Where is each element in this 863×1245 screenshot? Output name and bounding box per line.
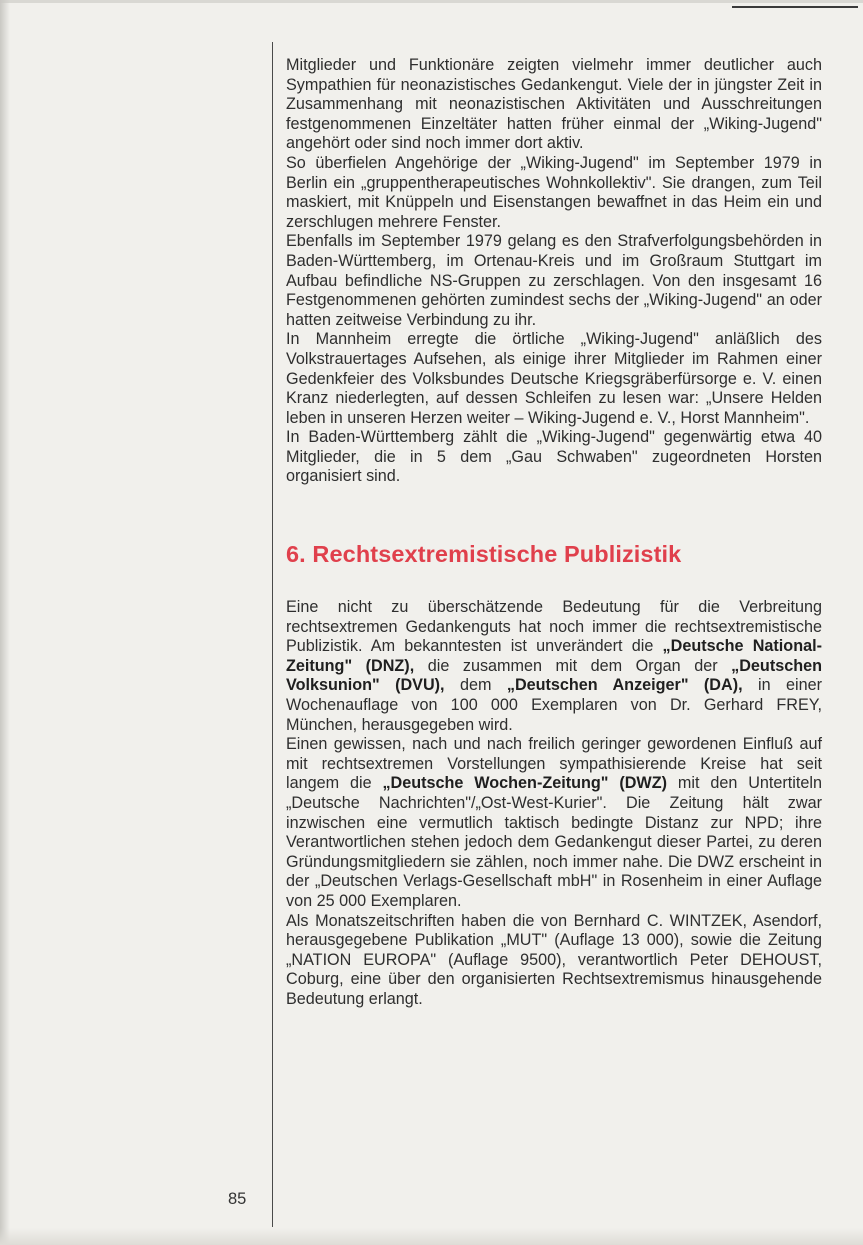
text-run: die zusammen mit dem Organ der	[414, 656, 732, 675]
page-bottom-shadow	[0, 1228, 863, 1245]
text-column	[286, 56, 822, 1010]
margin-rule	[272, 42, 273, 1227]
section-body	[286, 598, 822, 1009]
binding-shadow	[0, 0, 10, 1245]
paragraph-baden-wuerttemberg-arrests: Ebenfalls im September 1979 gelang es den Strafverfolgungsbehörden in Baden-Württemberg, im Ortenau-Kreis und im Großraum Stuttgart im Aufbau befindliche NS-Gruppen zu zerschlagen. Von den insgesamt 16 Festgenommenen gehörten zumindest sechs der „Wiking-Jugend" an oder hatten zeitweise Verbindung zu ihr.	[286, 232, 822, 329]
paragraph-mannheim: In Mannheim erregte die örtliche „Wiking-Jugend" anläßlich des Volkstrauertages Aufsehen, als einige ihrer Mitglieder im Rahmen einer Gedenkfeier des Volksbundes Deutsche Kriegsgräberfürsorge e. V. einen Kranz niederlegten, auf dessen Schleifen zu lesen war: „Unsere Helden leben in unseren Herzen weiter – Wiking-Jugend e. V., Horst Mannheim".	[286, 330, 822, 427]
text-run: in einer Wochenauflage von 100 000 Exemplaren von Dr. Gerhard FREY, München, herausgegeben wird.	[286, 676, 822, 734]
top-right-rule	[732, 6, 858, 8]
page-top-edge	[0, 0, 863, 3]
paragraph-monthly-magazines: Als Monatszeitschriften haben die von Bernhard C. WINTZEK, Asendorf, herausgegebene Publikation „MUT" (Auflage 13 000), sowie die Zeitung „NATION EUROPA" (Auflage 9500), verantwortlich Peter DEHOUST, Coburg, eine über den organisierten Rechtsextremismus hinausgehende Bedeutung erlangt.	[286, 911, 822, 1008]
bold-title-da: „Deutschen Anzeiger" (DA),	[506, 676, 743, 695]
bold-title-dvu: „Deutschen Volksunion" (DVU),	[286, 656, 822, 695]
paragraph-berlin-attack: So überfielen Angehörige der „Wiking-Jugend" im September 1979 in Berlin ein „gruppentherapeutisches Wohnkollektiv". Sie drangen, zum Teil maskiert, mit Knüppeln und Eisenstangen bewaffnet in das Heim ein und zerschlugen mehrere Fenster.	[286, 153, 822, 231]
paragraph-dwz	[286, 735, 822, 911]
text-run: Einen gewissen, nach und nach freilich geringer gewordenen Einfluß auf mit rechtsextremen Vorstellungen sympathisierende Kreise hat seit langem die	[286, 735, 822, 793]
text-run: Eine nicht zu überschätzende Bedeutung für die Verbreitung rechtsextremen Gedankenguts hat noch immer die rechtsextremistische Publizistik. Am bekanntesten ist unverändert die	[286, 598, 822, 656]
page-number: 85	[228, 1190, 247, 1208]
bold-title-dnz: „Deutsche National-Zeitung" (DNZ),	[286, 637, 822, 675]
section-heading: 6. Rechtsextremistische Publizistik	[286, 541, 682, 568]
paragraph-publizistik-intro	[286, 598, 822, 735]
bold-title-dwz: „Deutsche Wochen-Zeitung" (DWZ)	[382, 774, 667, 793]
paragraph-membership-count: In Baden-Württemberg zählt die „Wiking-Jugend" gegenwärtig etwa 40 Mitglieder, die in 5 dem „Gau Schwaben" zugeordneten Horsten organisiert sind.	[286, 428, 822, 486]
text-run: dem	[444, 676, 507, 695]
text-run: mit den Untertiteln „Deutsche Nachrichten"/„Ost-West-Kurier". Die Zeitung hält zwar inzwischen eine vermutlich taktisch bedingte Distanz zur NPD; ihre Verantwortlichen stehen jedoch dem Gedankengut dieser Partei, zu deren Gründungsmitgliedern sie zählen, noch immer nahe. Die DWZ erscheint in der „Deutschen Verlags-Gesellschaft mbH" in Rosenheim in einer Auflage von 25 000 Exemplaren.	[286, 774, 822, 910]
paragraph-wiking-members: Mitglieder und Funktionäre zeigten vielmehr immer deutlicher auch Sympathien für neonazistisches Gedankengut. Viele der in jüngster Zeit in Zusammenhang mit neonazistischen Aktivitäten und Ausschreitungen festgenommenen Einzeltäter hatten früher einmal der „Wiking-Jugend" angehört oder sind noch immer dort aktiv.	[286, 56, 822, 153]
